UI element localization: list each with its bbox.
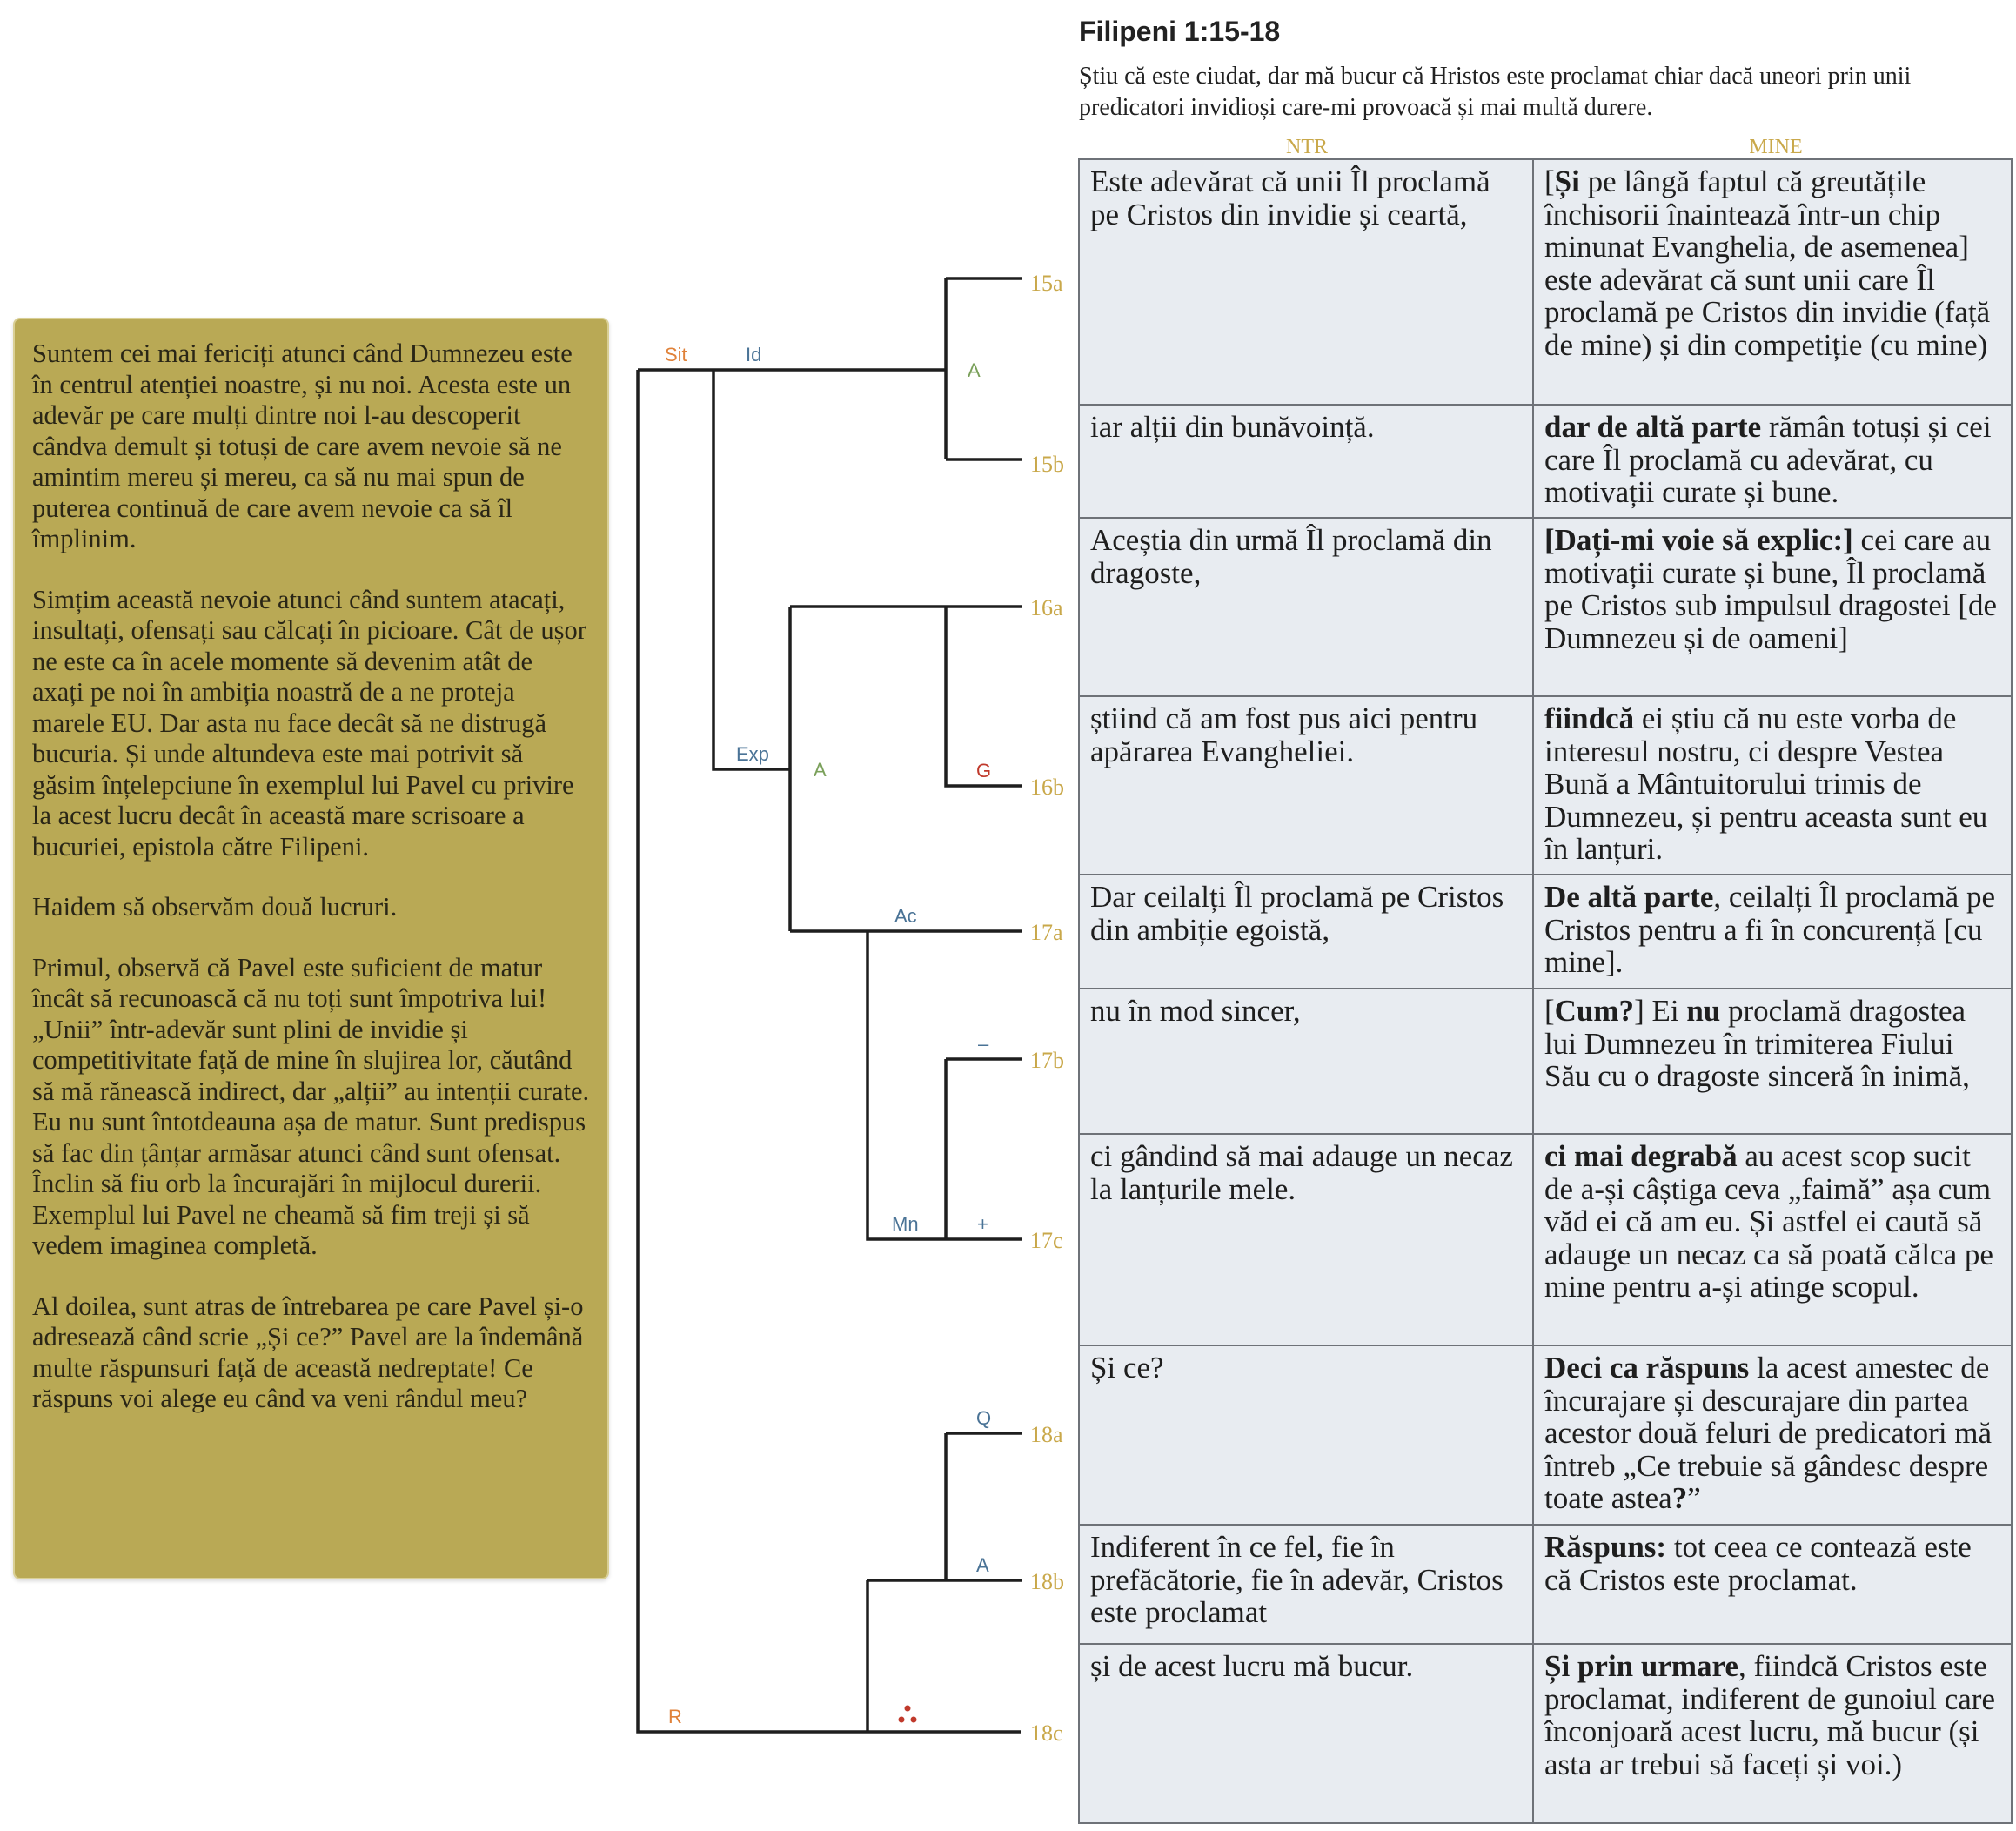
label-minus: – — [978, 1033, 989, 1055]
verse-label-17c: 17c — [1030, 1228, 1063, 1253]
ntr-text: Dar ceilalți Îl proclamă pe Cristos din ambiție egoistă, — [1090, 880, 1504, 947]
tree-branch-id-exp — [713, 370, 790, 769]
ntr-text: Este adevărat că unii Îl proclamă pe Cristos din invidie și ceartă, — [1090, 164, 1490, 231]
ntr-cell — [1079, 1644, 1533, 1823]
table-row — [1079, 518, 2012, 696]
ntr-text: Și ce? — [1090, 1351, 1164, 1385]
verse-label-18a: 18a — [1030, 1422, 1063, 1447]
label-q: Q — [976, 1407, 992, 1429]
mine-emphasis: ci mai degrabă — [1544, 1139, 1738, 1173]
ntr-cell — [1079, 405, 1533, 518]
comparison-table — [1078, 158, 2013, 1824]
ntr-text: și de acest lucru mă bucur. — [1090, 1649, 1414, 1683]
verse-label-18b: 18b — [1030, 1569, 1064, 1594]
mine-text: cei care au motivații curate și bune, Îl proclamă pe Cristos sub impulsul dragostei [de Dumnezeu și de oameni] — [1544, 523, 1998, 655]
label-a-18: A — [976, 1554, 989, 1576]
note-paragraph: Primul, observă că Pavel este suficient de matur încât să recunoască că nu toți sunt împotriva lui! „Unii” într-adevăr sunt plini de invidie și competitivitate față de mine în slujirea lor, căutând să mă rănească indirect, dar „alții” au intenții curate. Eu nu sunt întotdeauna așa de matur. Sunt predispus să fac din țânțar armăsar atunci când sunt ofensat. Înclin să fiu orb la încurajări în mijlocul durerii. Exemplul lui Pavel ne cheamă să fim treji și să vedem imaginea completă. — [32, 952, 590, 1260]
mine-emphasis: Cum? — [1554, 994, 1635, 1028]
mine-text: tot ceea ce contează este că Cristos este proclamat. — [1544, 1530, 1972, 1597]
ntr-cell — [1079, 875, 1533, 989]
ntr-cell — [1079, 1134, 1533, 1345]
mine-emphasis: dar de altă parte — [1544, 410, 1762, 444]
mine-text: , fiindcă Cristos este proclamat, indiferent de gunoiul care înconjoară acest lucru, mă bucur (și asta ar trebui să faceți și voi.) — [1544, 1649, 1995, 1781]
label-exp: Exp — [736, 743, 769, 765]
ntr-text: nu în mod sincer, — [1090, 994, 1301, 1028]
verse-label-18c: 18c — [1030, 1720, 1063, 1746]
ntr-text: Aceștia din urmă Îl proclamă din dragoste, — [1090, 523, 1492, 590]
mine-emphasis: nu — [1686, 994, 1721, 1028]
label-a-16: A — [814, 759, 827, 781]
mine-emphasis: Și — [1554, 164, 1580, 198]
ntr-cell — [1079, 1525, 1533, 1644]
mine-cell — [1533, 405, 2012, 518]
mine-cell — [1533, 1345, 2012, 1525]
ntr-cell — [1079, 518, 1533, 696]
ntr-cell — [1079, 696, 1533, 875]
ntr-text: ci gândind să mai adauge un necaz la lanțurile mele. — [1090, 1139, 1513, 1206]
mine-emphasis: ? — [1671, 1481, 1688, 1515]
mine-text: ] Ei — [1634, 994, 1687, 1028]
label-a-15: A — [968, 359, 981, 381]
page-title: Filipeni 1:15-18 — [1079, 16, 1281, 47]
page-subtitle: Știu că este ciudat, dar mă bucur că Hristos este proclamat chiar dacă uneori prin unii predicatori invidioși care-mi provoacă și mai multă durere. — [1079, 63, 1912, 121]
note-paragraph: Simțim această nevoie atunci când suntem atacați, insultați, ofensați sau călcați în picioare. Cât de ușor ne este ca în acele momente să devenim atât de axați pe noi în ambiția noastră de a ne proteja marele EU. Dar asta nu face decât să ne distrugă bucuria. Și unde altundeva este mai potrivit să găsim înțelepciune în exemplul lui Pavel cu privire la acest lucru decât în această mare scrisoare a bucuriei, epistola către Filipeni. — [32, 584, 586, 862]
mine-text: pe lângă faptul că greutățile închisorii înaintează într-un chip minunat Evanghelia, de asemenea] este adevărat că sunt unii care Îl proclamă pe Cristos din invidie (față de mine) și din competiție (cu mine) — [1544, 164, 1991, 362]
note-paragraph: Al doilea, sunt atras de întrebarea pe care Pavel și-o adresează când scrie „Și ce?” Pavel are la îndemână multe răspunsuri față de această nedreptate! Ce răspuns voi alege eu când va veni rândul meu? — [32, 1291, 584, 1413]
mine-emphasis: fiindcă — [1544, 701, 1635, 735]
mine-cell — [1533, 1644, 2012, 1823]
tree-lines — [638, 278, 1022, 1732]
mine-cell — [1533, 989, 2012, 1134]
mine-text: , ceilalți Îl proclamă pe Cristos pentru a fi în concurență [cu mine]. — [1544, 880, 1995, 979]
label-id: Id — [746, 344, 762, 366]
mine-text: rămân totuși și cei care Îl proclamă cu adevărat, cu motivații curate și bune. — [1544, 410, 1992, 509]
label-r: R — [668, 1706, 682, 1727]
ntr-text: știind că am fost pus aici pentru apărarea Evangheliei. — [1090, 701, 1478, 768]
label-plus: + — [977, 1213, 988, 1235]
mine-emphasis: Răspuns: — [1544, 1530, 1667, 1564]
tree-trunk — [638, 370, 1021, 1732]
label-ac: Ac — [894, 905, 917, 927]
mine-emphasis: De altă parte — [1544, 880, 1714, 914]
label-sit: Sit — [665, 344, 687, 366]
ntr-text: Indiferent în ce fel, fie în prefăcătorie, fie în adevăr, Cristos este proclamat — [1090, 1530, 1504, 1629]
label-mn: Mn — [892, 1213, 919, 1235]
mine-text: la acest amestec de încurajare și descurajare din partea acestor două feluri de predicatori mă întreb „Ce trebuie să gândesc despre toate astea — [1544, 1351, 1993, 1515]
ntr-text: iar alții din bunăvoință. — [1090, 410, 1375, 444]
mine-emphasis: Și prin urmare — [1544, 1649, 1738, 1683]
note-paragraph: Haidem să observăm două lucruri. — [32, 892, 398, 922]
mine-cell — [1533, 875, 2012, 989]
mine-cell — [1533, 518, 2012, 696]
mine-text: ei știu că nu este vorba de interesul nostru, ci despre Vestea Bună a Mântuitorului trimis de Dumnezeu, și pentru aceasta sunt eu în lanțuri. — [1544, 701, 1988, 866]
mine-text: [ — [1544, 994, 1555, 1028]
mine-cell — [1533, 159, 2012, 405]
label-g: G — [976, 760, 992, 781]
mine-text: au acest scop sucit de a-și câștiga ceva „faimă” așa cum văd ei că am eu. Și astfel ei caută să adauge un necaz ca să poată călca pe mine pentru a-și atinge scopul. — [1544, 1139, 1993, 1304]
verse-label-16a: 16a — [1030, 595, 1063, 620]
verse-label-17a: 17a — [1030, 920, 1063, 945]
column-header-ntr: NTR — [1286, 136, 1328, 158]
verse-label-17b: 17b — [1030, 1048, 1064, 1073]
mine-cell — [1533, 1134, 2012, 1345]
ntr-cell — [1079, 989, 1533, 1134]
ntr-cell — [1079, 1345, 1533, 1525]
table-row — [1079, 159, 2012, 405]
verse-label-15a: 15a — [1030, 271, 1063, 296]
table-row — [1079, 1134, 2012, 1345]
table-row — [1079, 1525, 2012, 1644]
column-header-mine: MINE — [1749, 136, 1803, 158]
table-row — [1079, 1345, 2012, 1525]
table-row — [1079, 696, 2012, 875]
mine-emphasis: [Dați-mi voie să explic:] — [1544, 523, 1853, 557]
mine-text: [ — [1544, 164, 1555, 198]
ntr-cell — [1079, 159, 1533, 405]
table-row — [1079, 989, 2012, 1134]
mine-cell — [1533, 1525, 2012, 1644]
mine-text: proclamă dragostea lui Dumnezeu în trimiterea Fiului Său cu o dragoste sinceră în inimă, — [1544, 994, 1970, 1093]
verse-label-15b: 15b — [1030, 452, 1064, 477]
table-row — [1079, 875, 2012, 989]
verse-label-16b: 16b — [1030, 775, 1064, 800]
three-dots-icon — [899, 1706, 917, 1723]
table-row — [1079, 1644, 2012, 1823]
mine-text: ” — [1687, 1481, 1701, 1515]
table-row — [1079, 405, 2012, 518]
mine-emphasis: Deci ca răspuns — [1544, 1351, 1750, 1385]
mine-cell — [1533, 696, 2012, 875]
note-paragraph: Suntem cei mai fericiți atunci când Dumnezeu este în centrul atenției noastre, și nu noi. Acesta este un adevăr pe care mulți dintre noi l-au descoperit cândva demult și totuși de care avem nevoie să ne amintim mereu și mereu, ca să nu mai spun de puterea continuă de care avem nevoie ca să îl împlinim. — [32, 339, 573, 553]
